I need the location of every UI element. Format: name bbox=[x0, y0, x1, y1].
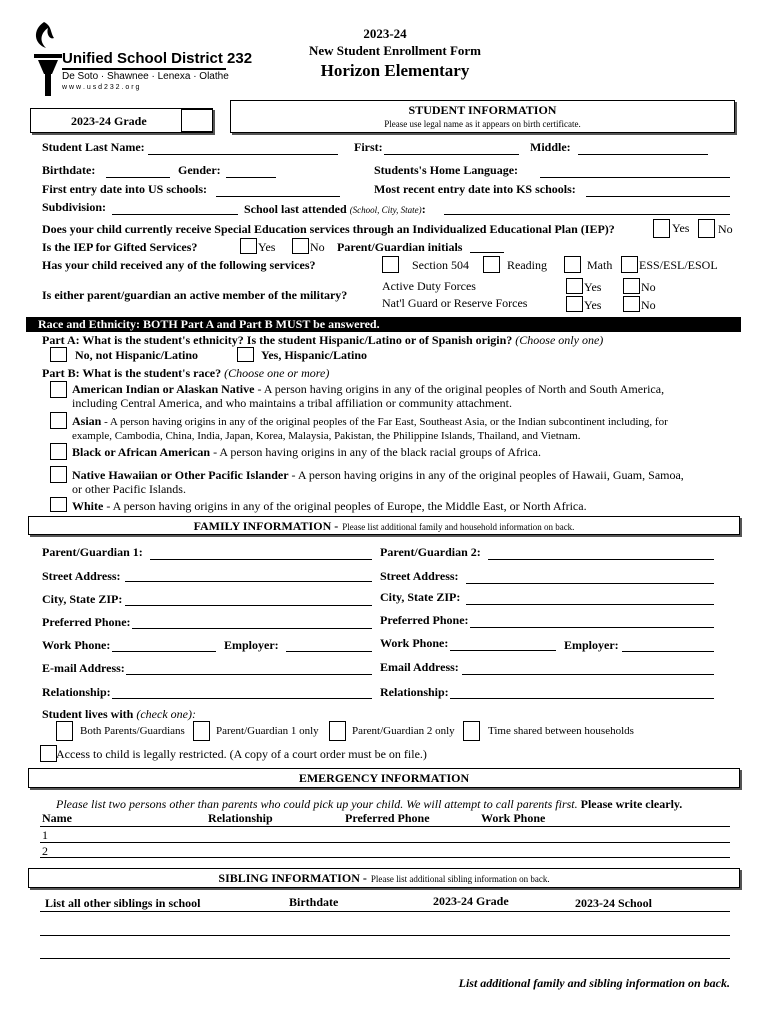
subdivision-field[interactable] bbox=[112, 214, 238, 215]
phone2-label: Preferred Phone: bbox=[380, 613, 469, 627]
emergency-header-line bbox=[40, 826, 730, 827]
student-info-title: STUDENT INFORMATION bbox=[408, 103, 557, 117]
asian-desc-1: - A person having origins in any of the original peoples of the Far East, Southeast Asia, or the Indian subcontinent including, for bbox=[101, 416, 668, 428]
restricted-label: Access to child is legally restricted. (A copy of a court order must be on file.) bbox=[56, 747, 427, 761]
family-info-note: Please list additional family and household information on back. bbox=[342, 522, 575, 532]
relationship1-label: Relationship: bbox=[42, 685, 111, 699]
white-checkbox[interactable] bbox=[50, 497, 67, 512]
iep-yes-label: Yes bbox=[672, 221, 690, 235]
home-language-field[interactable] bbox=[540, 177, 730, 178]
esl-checkbox[interactable] bbox=[621, 256, 638, 273]
not-hispanic-checkbox[interactable] bbox=[50, 347, 67, 362]
military-question: Is either parent/guardian an active member of the military? bbox=[42, 288, 348, 302]
math-label: Math bbox=[587, 258, 613, 272]
white-title: White bbox=[72, 499, 104, 513]
lives-with-note: (check one): bbox=[136, 707, 196, 721]
employer2-label: Employer: bbox=[564, 638, 619, 652]
both-parents-checkbox[interactable] bbox=[56, 721, 73, 741]
guard-yes-checkbox[interactable] bbox=[566, 296, 583, 312]
first-name-field[interactable] bbox=[384, 154, 519, 155]
guard-no-label: No bbox=[641, 298, 656, 312]
iep-no-label: No bbox=[718, 222, 733, 236]
hawaiian-title: Native Hawaiian or Other Pacific Islander bbox=[72, 468, 289, 482]
sec504-label: Section 504 bbox=[412, 258, 469, 272]
reading-checkbox[interactable] bbox=[483, 256, 500, 273]
active-duty-no-checkbox[interactable] bbox=[623, 278, 640, 294]
sibling-col-grade: 2023-24 Grade bbox=[433, 894, 509, 908]
hispanic-checkbox[interactable] bbox=[237, 347, 254, 362]
emergency-info-header bbox=[28, 768, 740, 788]
form-year: 2023-24 bbox=[363, 26, 407, 41]
native-title: American Indian or Alaskan Native bbox=[72, 382, 255, 396]
phone2-field[interactable] bbox=[470, 627, 714, 628]
reading-label: Reading bbox=[507, 258, 547, 272]
gifted-yes-label: Yes bbox=[258, 240, 276, 254]
street2-field[interactable] bbox=[466, 583, 714, 584]
pg2-only-checkbox[interactable] bbox=[329, 721, 346, 741]
pg2-only-label: Parent/Guardian 2 only bbox=[352, 725, 455, 737]
iep-no-checkbox[interactable] bbox=[698, 219, 715, 238]
sibling-row-1[interactable] bbox=[40, 935, 730, 936]
gifted-yes-checkbox[interactable] bbox=[240, 238, 257, 254]
initials-field[interactable] bbox=[470, 252, 504, 253]
race-ethnicity-bar bbox=[26, 317, 741, 332]
hawaiian-checkbox[interactable] bbox=[50, 466, 67, 483]
gifted-no-checkbox[interactable] bbox=[292, 238, 309, 254]
both-parents-label: Both Parents/Guardians bbox=[80, 725, 185, 737]
lives-with-text: Student lives with bbox=[42, 707, 134, 721]
first-entry-label: First entry date into US schools: bbox=[42, 182, 207, 196]
guard-no-checkbox[interactable] bbox=[623, 296, 640, 312]
esl-label: ESS/ESL/ESOL bbox=[639, 258, 718, 272]
last-name-field[interactable] bbox=[148, 154, 338, 155]
emergency-instructions-bold: Please write clearly. bbox=[580, 797, 683, 811]
sibling-info-note: Please list additional sibling information on back. bbox=[370, 874, 550, 884]
sibling-info-header bbox=[28, 868, 740, 888]
email1-field[interactable] bbox=[126, 674, 372, 675]
pg1-field[interactable] bbox=[150, 559, 372, 560]
city2-label: City, State ZIP: bbox=[380, 590, 461, 604]
native-checkbox[interactable] bbox=[50, 381, 67, 398]
first-name-label: First: bbox=[354, 140, 383, 154]
sibling-col-birthdate: Birthdate bbox=[289, 895, 339, 909]
footer-note-text: List additional family and sibling information on back. bbox=[458, 976, 730, 990]
recent-entry-field[interactable] bbox=[586, 196, 730, 197]
middle-name-label: Middle: bbox=[530, 140, 571, 154]
emergency-relationship-header: Relationship bbox=[208, 811, 273, 825]
black-desc: - A person having origins in any of the black racial groups of Africa. bbox=[210, 445, 542, 459]
street1-label: Street Address: bbox=[42, 569, 121, 583]
iep-question: Does your child currently receive Special Education services through an Individualized Educational Plan (IEP)? bbox=[42, 222, 615, 236]
sec504-checkbox[interactable] bbox=[382, 256, 399, 273]
emergency-row-1-num: 1 bbox=[42, 828, 48, 842]
email1-label: E-mail Address: bbox=[42, 661, 125, 675]
iep-yes-checkbox[interactable] bbox=[653, 219, 670, 238]
black-title: Black or African American bbox=[72, 445, 211, 459]
first-entry-field[interactable] bbox=[216, 196, 340, 197]
student-info-header bbox=[230, 100, 735, 133]
part-a-text: Part A: What is the student's ethnicity? Is the student Hispanic/Latino or of Spanish origin? bbox=[42, 333, 513, 347]
employer2-field[interactable] bbox=[622, 651, 714, 652]
phone1-field[interactable] bbox=[132, 628, 372, 629]
birthdate-label: Birthdate: bbox=[42, 163, 96, 177]
phone1-label: Preferred Phone: bbox=[42, 615, 131, 629]
native-desc-2: including Central America, and who maintains a tribal affiliation or community attachment. bbox=[72, 396, 512, 410]
hawaiian-desc-1: - A person having origins in any of the original peoples of Hawaii, Guam, Samoa, bbox=[288, 468, 684, 482]
employer1-label: Employer: bbox=[224, 638, 279, 652]
relationship2-label: Relationship: bbox=[380, 685, 449, 699]
home-language-label: Students's Home Language: bbox=[374, 163, 519, 177]
lives-with-label bbox=[42, 707, 196, 722]
work1-field[interactable] bbox=[112, 651, 216, 652]
active-duty-no-label: No bbox=[641, 280, 656, 294]
email2-field[interactable] bbox=[462, 674, 714, 675]
school-last-label: School last attended (School, City, State): bbox=[244, 202, 426, 216]
active-duty-label: Active Duty Forces bbox=[382, 279, 476, 293]
race-ethnicity-bar-text: Race and Ethnicity: BOTH Part A and Part B MUST be answered. bbox=[38, 317, 380, 331]
emergency-info-title: EMERGENCY INFORMATION bbox=[298, 771, 470, 785]
form-title: New Student Enrollment Form bbox=[308, 43, 481, 58]
pg2-field[interactable] bbox=[488, 559, 714, 560]
relationship1-field[interactable] bbox=[112, 698, 372, 699]
school-name: Horizon Elementary bbox=[320, 61, 470, 80]
emergency-name-header: Name bbox=[42, 811, 72, 825]
gender-label: Gender: bbox=[178, 163, 221, 177]
footer-note bbox=[459, 976, 730, 991]
district-cities: De Soto · Shawnee · Lenexa · Olathe bbox=[62, 71, 229, 82]
white-option bbox=[72, 499, 587, 514]
relationship2-field[interactable] bbox=[450, 698, 714, 699]
sibling-info-title: SIBLING INFORMATION - bbox=[218, 871, 367, 885]
email2-label: Email Address: bbox=[380, 660, 459, 674]
work1-label: Work Phone: bbox=[42, 638, 111, 652]
active-duty-yes-label: Yes bbox=[584, 280, 602, 294]
native-desc-1: - A person having origins in any of the original peoples of North and South America, bbox=[254, 382, 665, 396]
part-a-question bbox=[42, 333, 603, 348]
native-option bbox=[72, 382, 742, 410]
part-b-text: Part B: What is the student's race? bbox=[42, 366, 222, 380]
emergency-row-1[interactable] bbox=[40, 842, 730, 843]
shared-label: Time shared between households bbox=[488, 725, 634, 737]
grade-box bbox=[30, 108, 213, 133]
emergency-work-header: Work Phone bbox=[481, 811, 546, 825]
work2-label: Work Phone: bbox=[380, 636, 449, 650]
gifted-question: Is the IEP for Gifted Services? bbox=[42, 240, 198, 254]
part-b-note: (Choose one or more) bbox=[224, 366, 330, 380]
emergency-row-2[interactable] bbox=[40, 857, 730, 858]
subdivision-label: Subdivision: bbox=[42, 200, 107, 214]
white-desc: - A person having origins in any of the original peoples of Europe, the Middle East, or North Africa. bbox=[103, 499, 587, 513]
district-name: Unified School District 232 bbox=[62, 50, 253, 67]
sibling-col-name: List all other siblings in school bbox=[45, 896, 201, 910]
street1-field[interactable] bbox=[125, 581, 372, 582]
gender-field[interactable] bbox=[226, 177, 276, 178]
initials-label: Parent/Guardian initials bbox=[337, 240, 463, 254]
grade-input[interactable] bbox=[181, 109, 213, 132]
employer1-field[interactable] bbox=[286, 651, 372, 652]
student-info-note: Please use legal name as it appears on birth certificate. bbox=[384, 119, 581, 129]
last-name-label: Student Last Name: bbox=[42, 140, 145, 154]
middle-name-field[interactable] bbox=[578, 154, 708, 155]
guard-label: Nat'l Guard or Reserve Forces bbox=[382, 296, 528, 310]
sibling-row-2[interactable] bbox=[40, 958, 730, 959]
pg1-only-checkbox[interactable] bbox=[193, 721, 210, 741]
part-a-note: (Choose only one) bbox=[515, 333, 604, 347]
family-info-title: FAMILY INFORMATION - bbox=[193, 519, 339, 533]
guard-yes-label: Yes bbox=[584, 298, 602, 312]
work2-field[interactable] bbox=[450, 650, 556, 651]
hispanic-label: Yes, Hispanic/Latino bbox=[261, 348, 368, 362]
shared-checkbox[interactable] bbox=[463, 721, 480, 741]
black-option bbox=[72, 445, 541, 460]
restricted-checkbox[interactable] bbox=[40, 745, 57, 762]
school-last-field[interactable] bbox=[444, 214, 730, 215]
part-b-question bbox=[42, 366, 329, 381]
sibling-col-school: 2023-24 School bbox=[575, 896, 653, 910]
school-last-text: School last attended bbox=[244, 202, 347, 216]
asian-title: Asian bbox=[72, 414, 102, 428]
city1-label: City, State ZIP: bbox=[42, 592, 123, 606]
emergency-instructions-text: Please list two persons other than parents who could pick up your child. We will attempt to call parents first. bbox=[56, 797, 578, 811]
black-checkbox[interactable] bbox=[50, 443, 67, 460]
services-question: Has your child received any of the following services? bbox=[42, 258, 316, 272]
not-hispanic-label: No, not Hispanic/Latino bbox=[75, 348, 199, 362]
pg2-label: Parent/Guardian 2: bbox=[380, 545, 481, 559]
hawaiian-desc-2: or other Pacific Islands. bbox=[72, 482, 186, 496]
emergency-row-2-num: 2 bbox=[42, 844, 48, 858]
district-website: w w w . u s d 2 3 2 . o r g bbox=[62, 84, 140, 91]
city1-field[interactable] bbox=[125, 605, 372, 606]
hawaiian-option bbox=[72, 468, 742, 496]
pg1-label: Parent/Guardian 1: bbox=[42, 545, 143, 559]
math-checkbox[interactable] bbox=[564, 256, 581, 273]
school-last-note: (School, City, State) bbox=[349, 205, 422, 215]
gifted-no-label: No bbox=[310, 240, 325, 254]
grade-label: 2023-24 Grade bbox=[71, 114, 147, 128]
city2-field[interactable] bbox=[466, 604, 714, 605]
family-info-header bbox=[28, 516, 740, 535]
pg1-only-label: Parent/Guardian 1 only bbox=[216, 725, 319, 737]
emergency-instructions bbox=[56, 797, 682, 812]
recent-entry-label: Most recent entry date into KS schools: bbox=[374, 182, 576, 196]
sibling-header-line bbox=[40, 911, 730, 912]
street2-label: Street Address: bbox=[380, 569, 459, 583]
asian-option bbox=[72, 414, 752, 443]
emergency-phone-header: Preferred Phone bbox=[345, 811, 430, 825]
asian-desc-2: example, Cambodia, China, India, Japan, Korea, Malaysia, Pakistan, the Philippine Islands, Thailand, and Vietnam. bbox=[72, 430, 581, 442]
active-duty-yes-checkbox[interactable] bbox=[566, 278, 583, 294]
asian-checkbox[interactable] bbox=[50, 412, 67, 429]
birthdate-field[interactable] bbox=[106, 177, 170, 178]
